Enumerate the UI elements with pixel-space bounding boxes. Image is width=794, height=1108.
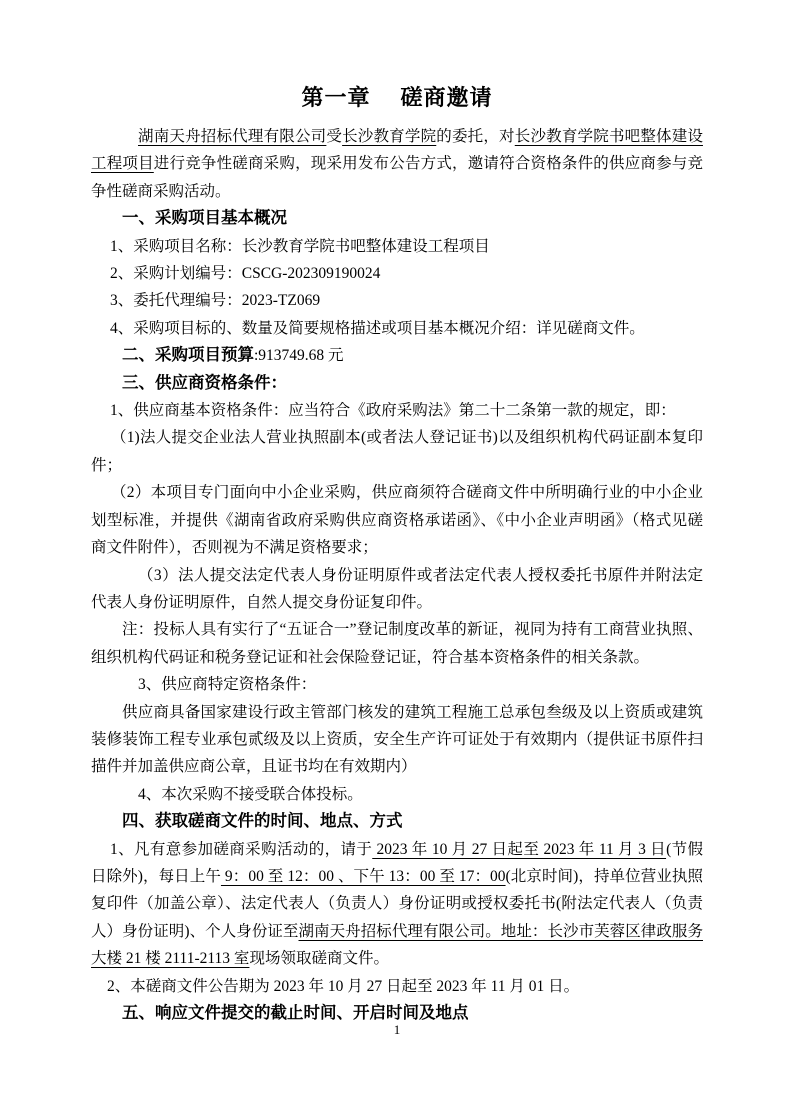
intro-text: 受: [326, 128, 343, 145]
section-1-item-1: 1、采购项目名称：长沙教育学院书吧整体建设工程项目: [110, 237, 490, 255]
section-1-item-2: 2、采购计划编号：CSCG-202309190024: [110, 265, 381, 283]
item-text: (节假日除外)，每日上午: [91, 840, 703, 885]
item-text: (北京时间)，持单位营业执照复印件（加盖公章）、法定代表人（负责人）身份证明或授权委托书(附法定代表人（负责人）身份证明)、个人身份证至: [91, 867, 703, 940]
intro-paragraph: [91, 123, 703, 205]
section-1-heading: 一、采购项目基本概况: [122, 209, 287, 228]
section-3-sub-2: （2）本项目专门面向中小企业采购，供应商须符合磋商文件中所明确行业的中小企业划型标准，并提供《湖南省政府采购供应商资格承诺函》、《中小企业声明函》（格式见磋商文件附件），否则视为不满足资格要求；: [91, 484, 703, 557]
section-3-item-4: 4、本次采购不接受联合体投标。: [138, 785, 363, 803]
intro-text: 的委托，对: [436, 128, 515, 145]
section-3-sub-1: （1)法人提交企业法人营业执照副本(或者法人登记证书)以及组织机构代码证副本复印件；: [91, 429, 703, 474]
section-4-heading: 四、获取磋商文件的时间、地点、方式: [122, 812, 403, 831]
section-2-heading-label: 二、采购项目预算: [122, 346, 254, 365]
page-number: 1: [393, 1022, 401, 1037]
time-range-underlined: 9：00 至 12：00 、下午 13：00 至 17：00: [220, 867, 506, 885]
chapter-title: 第一章 磋商邀请: [301, 85, 493, 110]
address-underlined: 湖南天舟招标代理有限公司。地址：长沙市芙蓉区律政服务大楼 21 楼 2111-2113 室: [91, 922, 703, 968]
intro-text: 进行竞争性磋商采购，现采用发布公告方式，邀请符合资格条件的供应商参与竞争性磋商采购活动。: [91, 155, 703, 200]
item-text: 1、凡有意参加磋商采购活动的，请于: [110, 840, 373, 858]
item-text: 现场领取磋商文件。: [249, 950, 389, 968]
document-page: [91, 0, 703, 1027]
section-3-sub-3: （3）法人提交法定代表人身份证明原件或者法定代表人授权委托书原件并附法定代表人身份证明原件，自然人提交身份证复印件。: [91, 566, 703, 611]
section-1-item-3: 3、委托代理编号：2023-TZ069: [110, 292, 321, 310]
section-4-item-1: [91, 836, 703, 973]
agency-name-underlined: 湖南天舟招标代理有限公司: [138, 128, 327, 145]
section-3-item-3: 3、供应商特定资格条件：: [138, 676, 317, 694]
section-4-item-2: 2、本磋商文件公告期为 2023 年 10 月 27 日起至 2023 年 11 月 01 日。: [107, 977, 580, 995]
client-name-underlined: 长沙教育学院: [342, 128, 437, 145]
section-3-note: 注：投标人具有实行了“五证合一”登记制度改革的新证，视同为持有工商营业执照、组织机构代码证和税务登记证和社会保险登记证，符合基本资格条件的相关条款。: [91, 621, 703, 666]
section-5-heading: 五、响应文件提交的截止时间、开启时间及地点: [122, 1004, 469, 1022]
section-3-heading: 三、供应商资格条件：: [122, 373, 287, 392]
section-3-item-1: 1、供应商基本资格条件：应当符合《政府采购法》第二十二条第一款的规定，即：: [110, 402, 676, 420]
section-2-heading: [91, 342, 703, 369]
budget-value: :913749.68 元: [254, 347, 344, 365]
project-name-underlined: 长沙教育学院书吧整体建设工程项目: [91, 128, 703, 173]
date-range-underlined: 2023 年 10 月 27 日起至 2023 年 11 月 3 日: [372, 840, 667, 858]
section-1-item-4: 4、采购项目标的、数量及简要规格描述或项目基本概况介绍：详见磋商文件。: [110, 319, 645, 337]
section-3-item-3-detail: 供应商具备国家建设行政主管部门核发的建筑工程施工总承包叁级及以上资质或建筑装修装饰工程专业承包贰级及以上资质，安全生产许可证处于有效期内（提供证书原件扫描件并加盖供应商公章，且证书均在有效期内）: [91, 703, 703, 776]
